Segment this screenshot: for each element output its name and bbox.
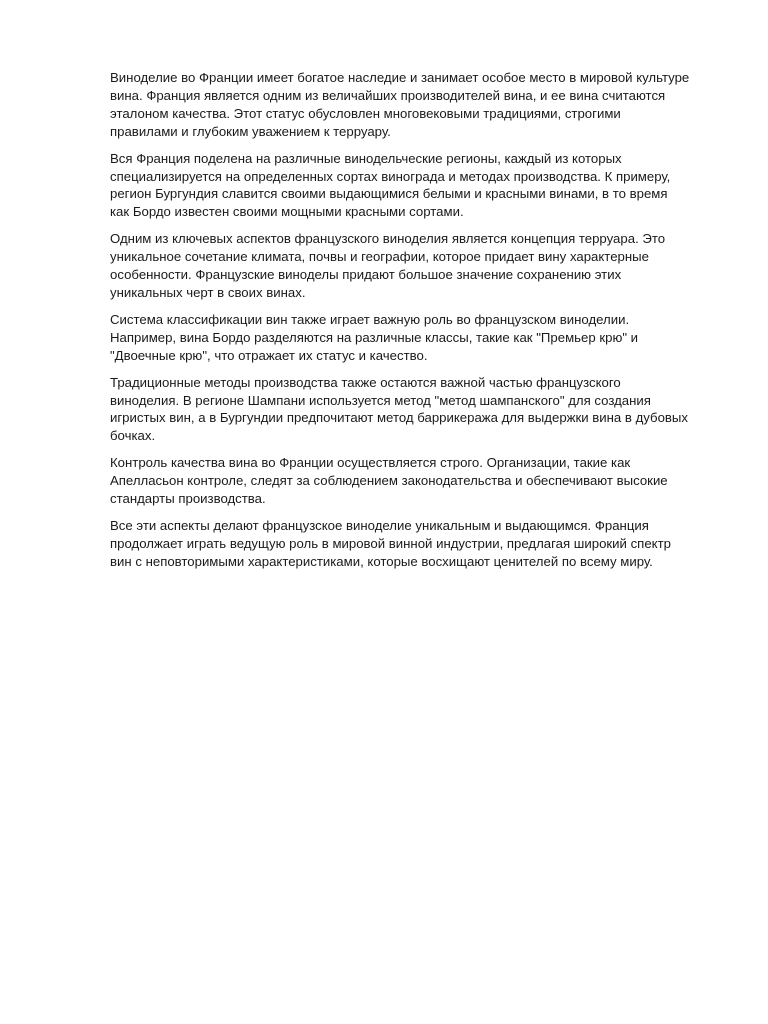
document-body bbox=[110, 69, 690, 580]
paragraph-conclusion: Все эти аспекты делают французское виноделие уникальным и выдающимся. Франция продолжает играть ведущую роль в мировой винной индустрии, предлагая широкий спектр вин с неповторимыми характеристиками, которые восхищают ценителей по всему миру. bbox=[110, 517, 671, 569]
paragraph-quality-control: Контроль качества вина во Франции осуществляется строго. Организации, такие как Апелласьон контроле, следят за соблюдением законодательства и обеспечивают высокие стандарты производства. bbox=[110, 455, 668, 507]
paragraph-methods: Традиционные методы производства также остаются важной частью французского виноделия. В регионе Шампани используется метод "метод шампанского" для создания игристых вин, а в Бургундии предпочитают метод баррикеража для выдержки вина в дубовых бочках. bbox=[110, 374, 688, 444]
paragraph-regions: Вся Франция поделена на различные винодельческие регионы, каждый из которых специализируется на определенных сортах винограда и методах производства. К примеру, регион Бургундия славится своими выдающимися белыми и красными винами, в то время как Бордо известен своими мощными красными сортами. bbox=[110, 150, 671, 220]
paragraph-terroir: Одним из ключевых аспектов французского виноделия является концепция терруара. Это уникальное сочетание климата, почвы и географии, которое придает вину характерные особенности. Французские виноделы придают большое значение сохранению этих уникальных черт в своих винах. bbox=[110, 231, 666, 300]
paragraph-classification: Система классификации вин также играет важную роль во французском виноделии. Например, вина Бордо разделяются на различные классы, такие как "Премьер крю" и "Двоечные крю", что отражает их статус и качество. bbox=[110, 311, 639, 363]
paragraph-intro: Виноделие во Франции имеет богатое наследие и занимает особое место в мировой культуре вина. Франция является одним из величайших производителей вина, и ее вина считаются эталоном качества. Этот статус обусловлен многовековыми традициями, строгими правилами и глубоким уважением к терруару. bbox=[110, 70, 690, 139]
